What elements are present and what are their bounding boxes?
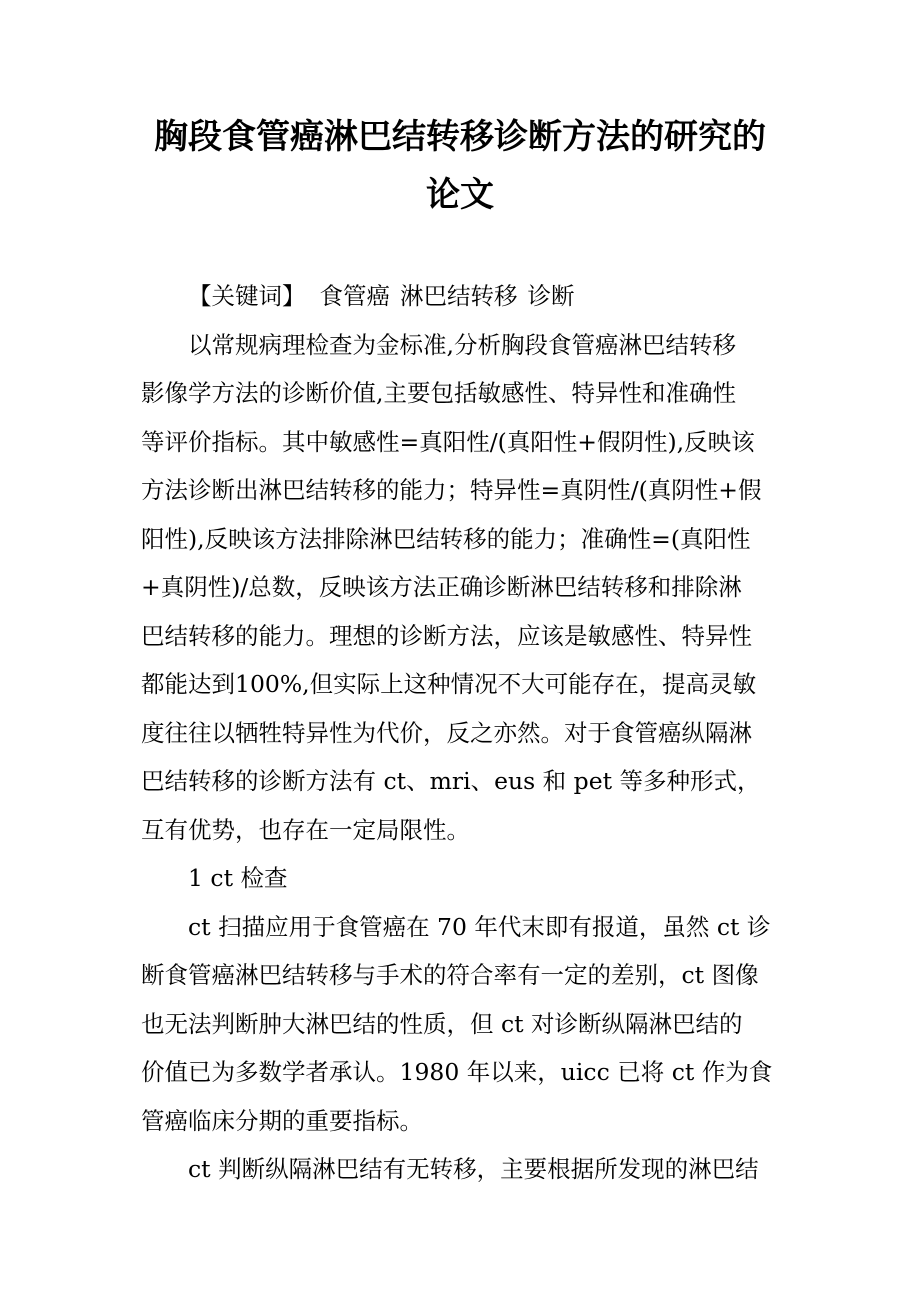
keywords-line xyxy=(141,272,781,321)
keyword: 诊断 xyxy=(527,282,575,310)
text-line: 管癌临床分期的重要指标。 xyxy=(141,1106,423,1135)
section-heading-text: 1 ct 检查 xyxy=(188,864,288,892)
text-line: 影像学方法的诊断价值,主要包括敏感性、特异性和准确性 xyxy=(141,379,736,407)
text-line: 巴结转移的诊断方法有 ct、mri、eus 和 pet 等多种形式， xyxy=(141,767,761,795)
text-line: 巴结转移的能力。理想的诊断方法，应该是敏感性、特异性 xyxy=(141,621,752,650)
text-line: 度往往以牺牲特异性为代价，反之亦然。对于食管癌纵隔淋 xyxy=(141,718,752,747)
text-line: 以常规病理检查为金标准,分析胸段食管癌淋巴结转移 xyxy=(188,330,736,359)
text-line: 都能达到100%,但实际上这种情况不大可能存在，提高灵敏 xyxy=(141,670,757,698)
text-line: ct 扫描应用于食管癌在 70 年代末即有报道，虽然 ct 诊 xyxy=(188,912,771,941)
text-line: +真阴性)/总数，反映该方法正确诊断淋巴结转移和排除淋 xyxy=(141,573,742,601)
text-line: 阳性),反映该方法排除淋巴结转移的能力；准确性=(真阳性 xyxy=(141,524,751,553)
paragraph-ct-intro xyxy=(141,903,781,1146)
text-line: 价值已为多数学者承认。1980 年以来，uicc 已将 ct 作为食 xyxy=(141,1058,773,1086)
text-line: 方法诊断出淋巴结转移的能力；特异性=真阴性/(真阴性+假 xyxy=(141,476,762,504)
section-heading-ct xyxy=(141,854,781,903)
text-line: 也无法判断肿大淋巴结的性质，但 ct 对诊断纵隔淋巴结的 xyxy=(141,1009,743,1038)
title-line-2: 论文 xyxy=(426,175,494,215)
paragraph-ct-criteria xyxy=(141,1145,781,1194)
keywords-label: 【关键词】 xyxy=(188,282,306,310)
text-line: 互有优势，也存在一定局限性。 xyxy=(141,815,470,844)
keyword: 食管癌 xyxy=(319,282,390,310)
text-line: ct 判断纵隔淋巴结有无转移，主要根据所发现的淋巴结 xyxy=(188,1155,759,1183)
keyword: 淋巴结转移 xyxy=(400,282,518,310)
title-line-1: 胸段食管癌淋巴结转移诊断方法的研究的 xyxy=(154,117,766,157)
text-line: 等评价指标。其中敏感性=真阳性/(真阳性+假阴性),反映该 xyxy=(141,427,755,456)
document-title xyxy=(120,108,800,224)
text-line: 断食管癌淋巴结转移与手术的符合率有一定的差别，ct 图像 xyxy=(141,961,759,989)
document-body xyxy=(141,272,781,1194)
paragraph-abstract xyxy=(141,321,781,855)
